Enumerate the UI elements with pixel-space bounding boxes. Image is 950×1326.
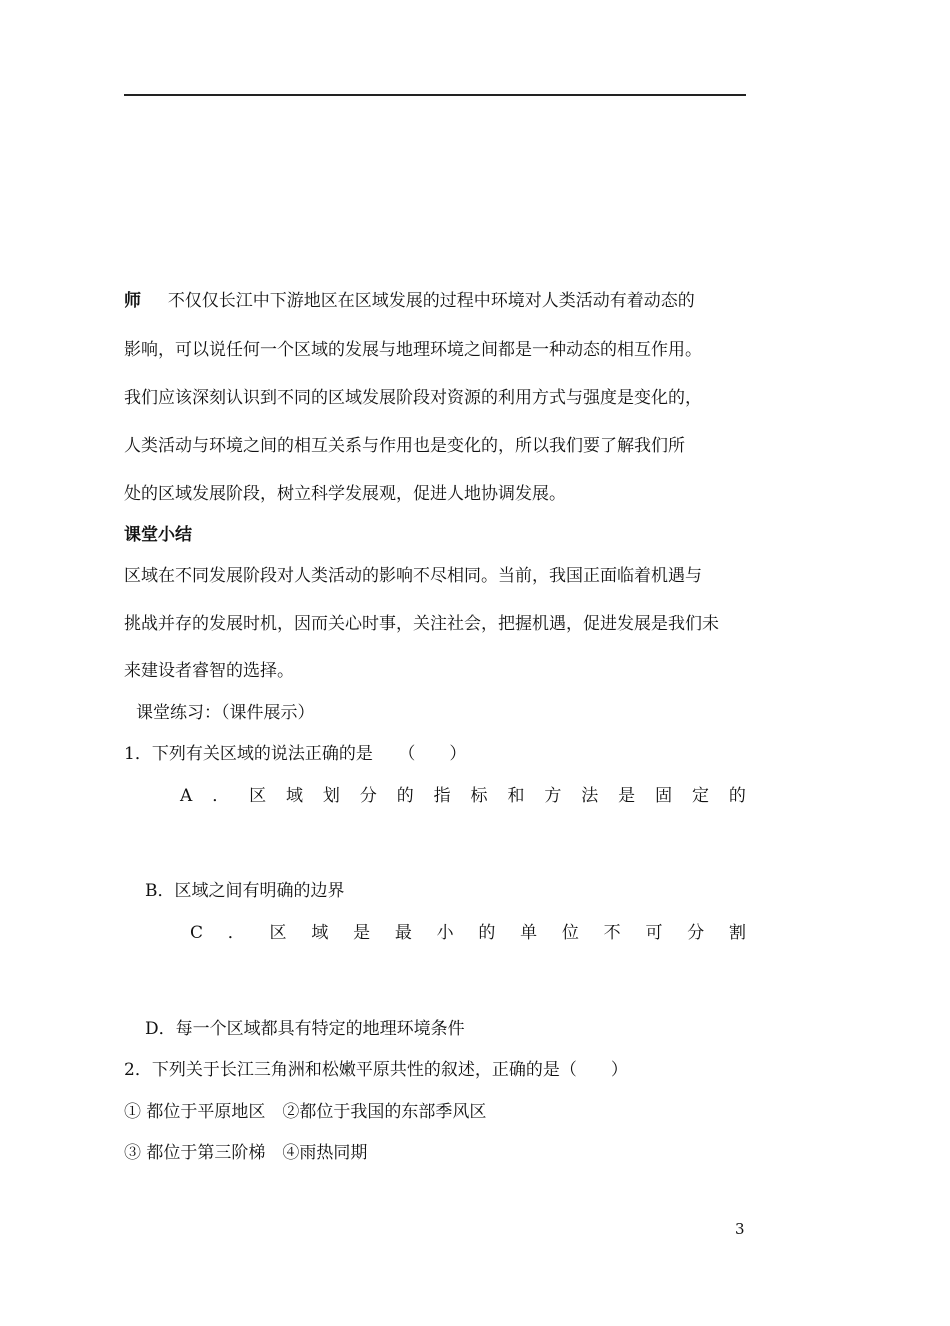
teacher-line-1: [124, 290, 695, 312]
teacher-line-3: 我们应该深刻认识到不同的区域发展阶段对资源的利用方式与强度是变化的，: [124, 388, 702, 408]
option-a-char: 是: [618, 786, 636, 806]
option-c-char: 小: [436, 923, 454, 943]
option-c-char: 域: [311, 923, 329, 943]
option-c-char: C: [190, 923, 204, 943]
q1-option-d: D．每一个区域都具有特定的地理环境条件: [145, 1019, 465, 1039]
header-rule: [124, 94, 746, 96]
q1-stem: 1．下列有关区域的说法正确的是 （ ）: [124, 744, 467, 764]
option-a-char: 分: [359, 786, 377, 806]
option-a-char: 和: [507, 786, 525, 806]
option-a-char: 的: [728, 786, 746, 806]
page-number: 3: [735, 1220, 745, 1238]
option-a-char: 域: [286, 786, 303, 806]
q1-option-c: [190, 922, 746, 944]
q2-choices-line-1: ① 都位于平原地区 ②都位于我国的东部季风区: [124, 1102, 487, 1122]
option-c-char: 可: [645, 923, 663, 943]
practice-heading: 课堂练习：（课件展示）: [136, 703, 315, 723]
option-a-char: 的: [396, 786, 414, 806]
option-a-char: A: [180, 786, 193, 806]
option-a-char: 定: [691, 786, 709, 806]
q1-option-b: B．区域之间有明确的边界: [145, 881, 345, 901]
option-c-char: 不: [603, 923, 621, 943]
option-c-char: 最: [394, 923, 412, 943]
q2-stem: 2．下列关于长江三角洲和松嫩平原共性的叙述，正确的是（ ）: [124, 1060, 628, 1080]
speaker-label: 师: [124, 291, 141, 311]
teacher-line-2: 影响，可以说任何一个区域的发展与地理环境之间都是一种动态的相互作用。: [124, 340, 702, 360]
option-c-char: 割: [728, 923, 746, 943]
summary-line-3: 来建设者睿智的选择。: [124, 661, 294, 681]
option-a-char: 划: [322, 786, 340, 806]
option-c-char: 的: [478, 923, 496, 943]
option-a-char: 方: [544, 786, 562, 806]
summary-heading: 课堂小结: [124, 525, 192, 545]
summary-line-1: 区域在不同发展阶段对人类活动的影响不尽相同。当前，我国正面临着机遇与: [124, 566, 702, 586]
option-a-char: 法: [581, 786, 599, 806]
teacher-line-5: 处的区域发展阶段，树立科学发展观，促进人地协调发展。: [124, 484, 566, 504]
option-c-char: 单: [520, 923, 538, 943]
option-a-char: 标: [470, 786, 488, 806]
q2-choices-line-2: ③ 都位于第三阶梯 ④雨热同期: [124, 1143, 368, 1163]
option-a-char: 固: [655, 786, 673, 806]
q1-option-a: [180, 785, 746, 807]
summary-line-2: 挑战并存的发展时机，因而关心时事，关注社会，把握机遇，促进发展是我们未: [124, 614, 719, 634]
option-a-char: ．: [212, 786, 230, 806]
option-c-char: ．: [227, 923, 245, 943]
option-c-char: 位: [561, 923, 579, 943]
teacher-text: 不仅仅长江中下游地区在区域发展的过程中环境对人类活动有着动态的: [167, 291, 695, 311]
option-a-char: 区: [249, 786, 267, 806]
option-c-char: 是: [353, 923, 371, 943]
option-c-char: 分: [687, 923, 705, 943]
option-c-char: 区: [269, 923, 287, 943]
option-a-char: 指: [433, 786, 451, 806]
teacher-line-4: 人类活动与环境之间的相互关系与作用也是变化的，所以我们要了解我们所: [124, 436, 685, 456]
